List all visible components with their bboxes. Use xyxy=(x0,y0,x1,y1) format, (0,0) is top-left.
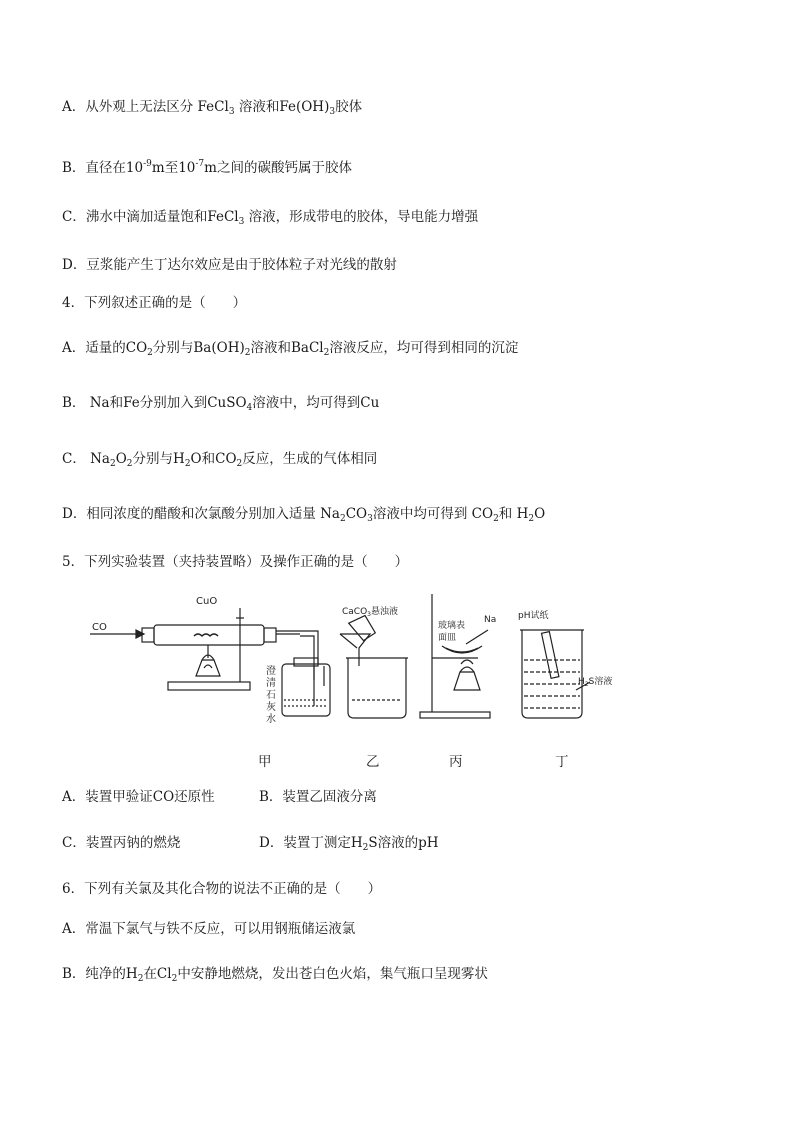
label-limewater-4: 灰 xyxy=(266,702,276,713)
q4-option-c: C． $Na_2O_2$分别与$H_2O$和$CO_2$反应，生成的气体相同 xyxy=(62,451,378,469)
label-limewater-3: 石 xyxy=(266,690,276,701)
label-cuo: CuO xyxy=(196,596,218,607)
q6-stem: 6．下列有关氯及其化合物的说法不正确的是（ ） xyxy=(62,881,382,897)
caption-bing: 丙 xyxy=(449,754,463,770)
caption-jia: 甲 xyxy=(258,754,272,770)
q3-option-d: D．豆浆能产生丁达尔效应是由于胶体粒子对光线的散射 xyxy=(62,257,397,273)
q6-option-a: A．常温下氯气与铁不反应，可以用钢瓶储运液氯 xyxy=(62,921,356,937)
label-h2s-solution: $H_2S$溶液 xyxy=(578,677,613,688)
q5-stem: 5．下列实验装置（夹持装置略）及操作正确的是（ ） xyxy=(62,554,409,570)
label-ph-paper: pH试纸 xyxy=(518,611,549,621)
q4-option-a: A．适量的$CO_2$分别与$Ba(OH)_2$溶液和BaCl$_2$溶液反应，均可得到相同的沉淀 xyxy=(62,340,519,358)
q4-option-b: B． Na和Fe分别加入到CuSO$_4$溶液中，均可得到Cu xyxy=(62,395,380,413)
q6-option-b: B．纯净的$H_2$在$Cl_2$中安静地燃烧，发出苍白色火焰，集气瓶口呈现雾状 xyxy=(62,966,488,984)
label-caco3-suspension: CaCO$_3$悬浊液 xyxy=(342,607,399,618)
q3-option-c: C．沸水中滴加适量饱和FeCl$_3$ 溶液，形成带电的胶体，导电能力增强 xyxy=(62,209,479,227)
q5-option-d: D．装置丁测定$H_2S$溶液的pH xyxy=(259,835,439,853)
label-limewater-2: 清 xyxy=(266,678,276,689)
q3-option-b: B．直径在$10^{-9}m$至$10^{-7}m$之间的碳酸钙属于胶体 xyxy=(62,159,352,176)
label-limewater-1: 澄 xyxy=(266,666,276,677)
q3-option-a: A．从外观上无法区分 FeCl$_3$ 溶液和$Fe(OH)_3$胶体 xyxy=(62,99,363,117)
q5-option-c: C．装置丙钠的燃烧 xyxy=(62,835,181,851)
q5-apparatus-figure xyxy=(70,588,650,728)
q5-option-b: B．装置乙固液分离 xyxy=(259,789,377,805)
caption-ding: 丁 xyxy=(555,754,569,770)
apparatus-jia xyxy=(90,608,330,716)
apparatus-yi xyxy=(340,615,408,718)
label-co: CO xyxy=(92,622,107,633)
label-watch-glass-1: 玻璃表 xyxy=(438,621,466,631)
caption-yi: 乙 xyxy=(366,754,380,770)
label-na: Na xyxy=(484,615,497,625)
q4-option-d: D．相同浓度的醋酸和次氯酸分别加入适量 $Na_2CO_3$溶液中均可得到 $CO_2$和 $H_2O$ xyxy=(62,506,546,524)
label-limewater-5: 水 xyxy=(266,714,276,725)
label-watch-glass-2: 面皿 xyxy=(438,633,457,643)
q5-option-a: A．装置甲验证CO还原性 xyxy=(62,789,215,805)
apparatus-ding xyxy=(520,630,590,718)
apparatus-bing xyxy=(420,594,490,718)
q4-stem: 4．下列叙述正确的是（ ） xyxy=(62,295,247,311)
